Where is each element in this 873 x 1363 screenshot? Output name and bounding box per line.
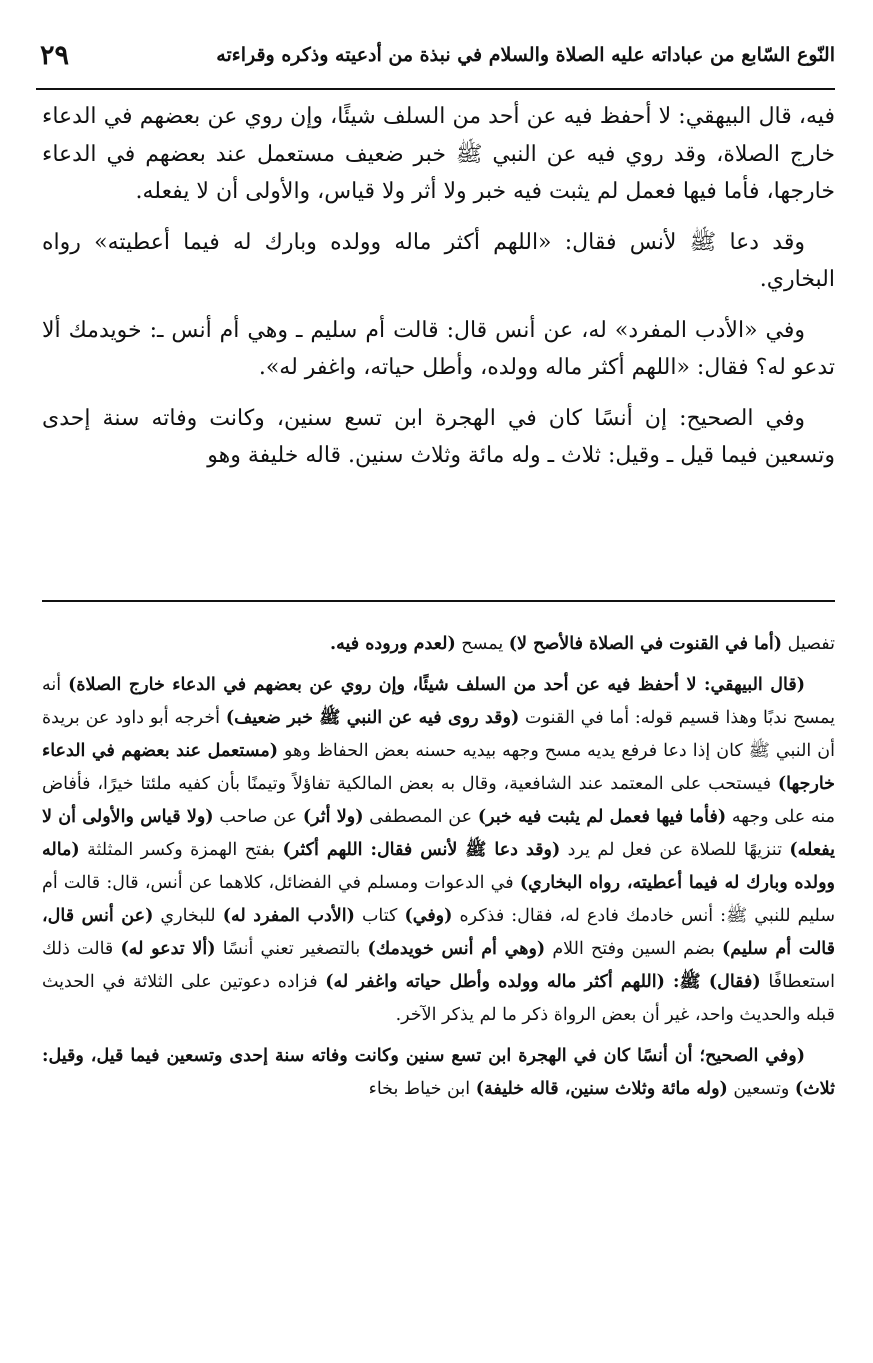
quoted-text-segment: (وفي الصحيح؛ أن أنسًا كان في الهجرة ابن تسع سنين وكانت وفاته سنة إحدى وتسعين فيما قيل، وقيل: ثلاث): [42, 1046, 835, 1099]
commentary-segment: للبخاري: [153, 906, 223, 926]
commentary-segment: تفصيل: [782, 634, 835, 654]
quoted-text-segment: (وفي): [404, 906, 453, 926]
quoted-text-segment: (وقد دعا ﷺ لأنس فقال: اللهم أكثر): [282, 840, 561, 860]
quoted-text-segment: (ولا قياس والأولى أن لا يفعله): [42, 807, 835, 860]
quoted-text-segment: (عن أنس قال، قالت أم سليم): [42, 906, 835, 959]
commentary-segment: بضم السين وفتح اللام: [545, 939, 723, 959]
commentary-segment: أخرجه أبو داود عن بريدة أن النبي ﷺ كان إذا دعا فرفع يديه مسح وجهه بيديه حسنه بعض الحفاظ وهو: [42, 708, 835, 761]
commentary-text: [42, 628, 835, 1114]
quoted-text-segment: (وهي أم أنس خويدمك): [367, 939, 546, 959]
main-text: [42, 98, 835, 488]
commentary-paragraph-2: [42, 669, 835, 1032]
quoted-text-segment: (أما في القنوت في الصلاة فالأصح لا): [508, 634, 782, 654]
main-paragraph-1: فيه، قال البيهقي: لا أحفظ فيه عن أحد من السلف شيئًا، وإن روي عن بعضهم في الدعاء خارج الصلاة، وقد روي فيه عن النبي ﷺ خبر ضعيف مستعمل عند بعضهم في الدعاء خارجها، فأما فيها فعمل لم يثبت فيه خبر ولا أثر ولا قياس، والأولى أن لا يفعله.: [42, 104, 835, 204]
commentary-segment: قالت ذلك استعطافًا: [42, 939, 835, 992]
main-paragraph-3: وفي «الأدب المفرد» له، عن أنس قال: قالت أم سليم ـ وهي أم أنس ـ: خويدمك ألا تدعو له؟ فقال: «اللهم أكثر ماله وولده، وأطل حياته، واغفر له».: [42, 317, 835, 380]
quoted-text-segment: (قال البيهقي: لا أحفظ فيه عن أحد من السلف شيئًا، وإن روي عن بعضهم في الدعاء خارج الصلاة): [68, 675, 805, 695]
quoted-text-segment: (فأما فيها فعمل لم يثبت فيه خبر): [477, 807, 727, 827]
commentary-segment: فيستحب على المعتمد عند الشافعية، وقال به بعض المالكية تفاؤلاً وتيمنًا بأن كفيه ملئتا خيرًا، فأفاض منه على وجهه: [42, 774, 835, 827]
quoted-text-segment: (الأدب المفرد له): [222, 906, 355, 926]
commentary-segment: يمسح: [455, 634, 509, 654]
main-paragraph-4: وفي الصحيح: إن أنسًا كان في الهجرة ابن تسع سنين، وكانت وفاته سنة إحدى وتسعين فيما قيل ـ وقيل: ثلاث ـ وله مائة وثلاث سنين. قاله خليفة وهو: [42, 405, 835, 468]
commentary-segment: في الدعوات ومسلم في الفضائل، كلاهما عن أنس، قال: قالت أم سليم للنبي ﷺ: أنس خادمك فادع له، فقال: فذكره: [42, 873, 836, 926]
quoted-text-segment: (ماله وولده وبارك له فيما أعطيته، رواه البخاري): [42, 840, 835, 893]
main-paragraph-2: وقد دعا ﷺ لأنس فقال: «اللهم أكثر ماله وولده وبارك له فيما أعطيته» رواه البخاري.: [42, 229, 835, 292]
commentary-segment: ابن خياط بخاء: [368, 1079, 476, 1099]
commentary-paragraph-3: [42, 1040, 835, 1106]
quoted-text-segment: (وقد روى فيه عن النبي ﷺ خبر ضعيف): [225, 708, 520, 728]
quoted-text-segment: (ألا تدعو له): [120, 939, 216, 959]
commentary-segment: أنه يمسح ندبًا وهذا قسيم قوله: أما في القنوت: [42, 675, 835, 728]
commentary-segment: عن المصطفى: [363, 807, 478, 827]
page-number: ٢٩: [40, 40, 70, 71]
running-header: [36, 38, 835, 90]
commentary-segment: وتسعين: [727, 1079, 795, 1099]
quoted-text-segment: (ولا أثر): [302, 807, 364, 827]
commentary-segment: تنزيهًا للصلاة عن فعل لم يرد: [560, 840, 790, 860]
footnote-divider: [42, 600, 835, 602]
quoted-text-segment: (فقال) ﷺ: (اللهم أكثر ماله وولده وأطل حياته واغفر له): [325, 972, 761, 992]
commentary-paragraph-1: [42, 628, 835, 661]
quoted-text-segment: (لعدم وروده فيه.: [330, 634, 456, 654]
commentary-segment: بفتح الهمزة وكسر المثلثة: [79, 840, 283, 860]
commentary-segment: بالتصغير تعني أنسًا: [215, 939, 368, 959]
commentary-segment: كتاب: [354, 906, 405, 926]
running-header-title: النّوع السّابع من عباداته عليه الصلاة والسلام في نبذة من أدعيته وذكره وقراءته: [216, 44, 835, 66]
commentary-segment: عن صاحب: [213, 807, 303, 827]
quoted-text-segment: (مستعمل عند بعضهم في الدعاء خارجها): [42, 741, 835, 794]
commentary-segment: فزاده دعوتين على الثلاثة في الحديث قبله والحديث واحد، غير أن بعض الرواة ذكر ما لم يذكر الآخر.: [42, 972, 835, 1025]
quoted-text-segment: (وله مائة وثلاث سنين، قاله خليفة): [475, 1079, 728, 1099]
